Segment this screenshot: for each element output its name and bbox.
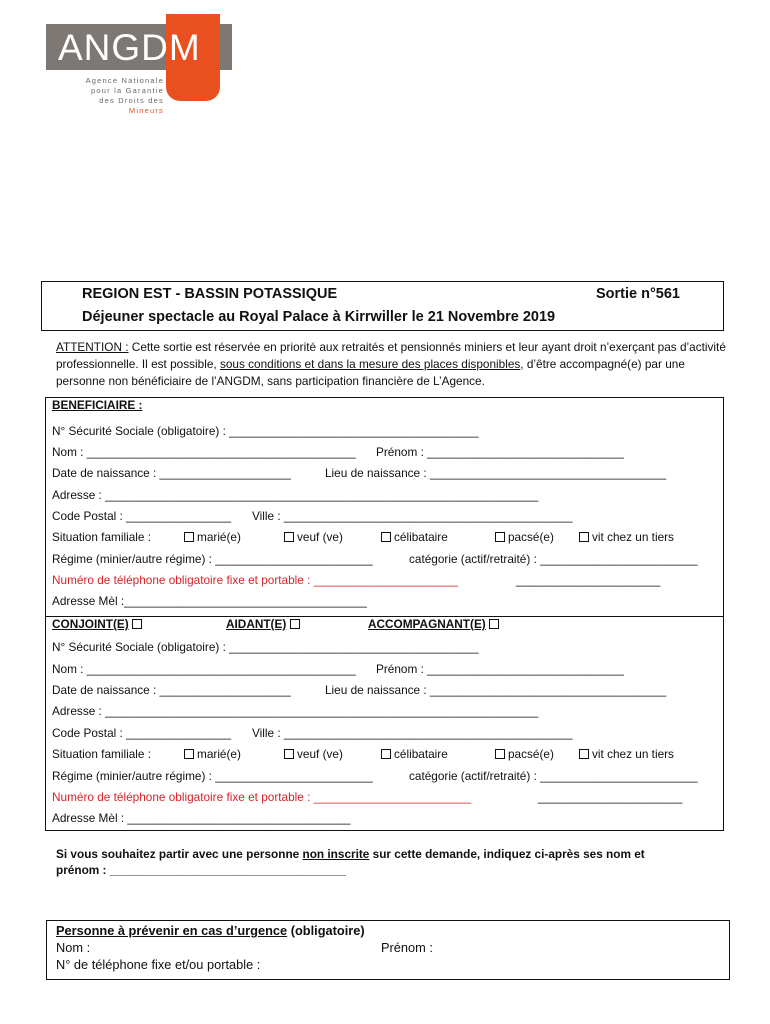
benef-cp-field[interactable]: Code Postal : ________________ xyxy=(52,509,232,523)
urgence-title: Personne à prévenir en cas d’urgence (obligatoire) xyxy=(56,923,365,938)
acc-regime-field[interactable]: Régime (minier/autre régime) : ________________________ xyxy=(52,769,373,783)
benef-naissance-field[interactable]: Date de naissance : ____________________ xyxy=(52,466,291,480)
acc-lieu-field[interactable]: Lieu de naissance : ____________________________________ xyxy=(325,683,667,697)
acc-tel2-field[interactable]: ______________________ xyxy=(538,790,683,804)
acc-veuf-checkbox[interactable]: veuf (ve) xyxy=(284,747,343,761)
benef-prenom-field[interactable]: Prénom : ______________________________ xyxy=(376,445,624,459)
benef-tel-field[interactable]: Numéro de téléphone obligatoire fixe et portable : ______________________ xyxy=(52,573,459,587)
acc-celib-checkbox[interactable]: célibataire xyxy=(381,747,448,761)
benef-tiers-checkbox[interactable]: vit chez un tiers xyxy=(579,530,674,544)
benef-categorie-field[interactable]: catégorie (actif/retraité) : ________________________ xyxy=(409,552,698,566)
urgence-prenom-field[interactable]: Prénom : xyxy=(381,940,433,955)
checkbox-icon xyxy=(495,532,505,542)
acc-mel-field[interactable]: Adresse Mèl : __________________________________ xyxy=(52,811,351,825)
checkbox-icon xyxy=(579,749,589,759)
benef-veuf-checkbox[interactable]: veuf (ve) xyxy=(284,530,343,544)
acc-tiers-checkbox[interactable]: vit chez un tiers xyxy=(579,747,674,761)
beneficiaire-title: BENEFICIAIRE : xyxy=(52,398,143,412)
benef-marie-checkbox[interactable]: marié(e) xyxy=(184,530,241,544)
checkbox-icon xyxy=(184,532,194,542)
sortie-number: Sortie n°561 xyxy=(596,286,680,302)
acc-categorie-field[interactable]: catégorie (actif/retraité) : ________________________ xyxy=(409,769,698,783)
acc-ville-field[interactable]: Ville : ____________________________________________ xyxy=(252,726,573,740)
event-title: Déjeuner spectacle au Royal Palace à Kirrwiller le 21 Novembre 2019 xyxy=(82,309,556,325)
benef-tel2-field[interactable]: ______________________ xyxy=(516,573,661,587)
aidant-checkbox[interactable]: AIDANT(E) xyxy=(226,617,303,631)
benef-mel-field[interactable]: Adresse Mèl :_____________________________________ xyxy=(52,594,367,608)
acc-naissance-field[interactable]: Date de naissance : ____________________ xyxy=(52,683,291,697)
urgence-tel-field[interactable]: N° de téléphone fixe et/ou portable : xyxy=(56,957,261,972)
benef-pacse-checkbox[interactable]: pacsé(e) xyxy=(495,530,554,544)
checkbox-icon xyxy=(290,619,300,629)
checkbox-icon xyxy=(284,532,294,542)
benef-adresse-field[interactable]: Adresse : __________________________________________________________________ xyxy=(52,488,539,502)
acc-prenom-field[interactable]: Prénom : ______________________________ xyxy=(376,662,624,676)
acc-nom-field[interactable]: Nom : _________________________________________ xyxy=(52,662,356,676)
acc-marie-checkbox[interactable]: marié(e) xyxy=(184,747,241,761)
logo-tagline: Agence Nationale pour la Garantie des Droits des Mineurs xyxy=(85,76,164,115)
non-inscrite-prenom-field[interactable]: prénom : ____________________________________ xyxy=(56,863,346,877)
checkbox-icon xyxy=(489,619,499,629)
benef-regime-field[interactable]: Régime (minier/autre régime) : ________________________ xyxy=(52,552,373,566)
non-inscrite-note: Si vous souhaitez partir avec une personne non inscrite sur cette demande, indiquez ci-après ses nom et prénom : ____________________________________ xyxy=(56,846,736,878)
acc-situation-label: Situation familiale : xyxy=(52,747,152,761)
benef-lieu-field[interactable]: Lieu de naissance : ____________________________________ xyxy=(325,466,667,480)
conjoint-checkbox[interactable]: CONJOINT(E) xyxy=(52,617,145,631)
acc-tel-field[interactable]: Numéro de téléphone obligatoire fixe et portable : ________________________ xyxy=(52,790,472,804)
checkbox-icon xyxy=(579,532,589,542)
urgence-nom-field[interactable]: Nom : xyxy=(56,940,91,955)
accompagnant-checkbox[interactable]: ACCOMPAGNANT(E) xyxy=(368,617,502,631)
benef-celib-checkbox[interactable]: célibataire xyxy=(381,530,448,544)
checkbox-icon xyxy=(495,749,505,759)
benef-situation-label: Situation familiale : xyxy=(52,530,152,544)
checkbox-icon xyxy=(284,749,294,759)
form-box xyxy=(45,397,724,831)
checkbox-icon xyxy=(381,532,391,542)
benef-ville-field[interactable]: Ville : ____________________________________________ xyxy=(252,509,573,523)
acc-adresse-field[interactable]: Adresse : __________________________________________________________________ xyxy=(52,704,539,718)
acc-pacse-checkbox[interactable]: pacsé(e) xyxy=(495,747,554,761)
logo-text: ANGDM xyxy=(58,27,201,68)
checkbox-icon xyxy=(381,749,391,759)
attention-text: ATTENTION : Cette sortie est réservée en priorité aux retraités et pensionnés miniers et leur ayant droit n’exerçant pas d’activité professionnelle. Il est possible, sous conditions et dans la mesure des places disponibles, d’être accompagné(e) par une personne non bénéficiaire de l’ANGDM, sans participation financière de L’Agence. xyxy=(56,340,726,388)
benef-nom-field[interactable]: Nom : _________________________________________ xyxy=(52,445,356,459)
acc-cp-field[interactable]: Code Postal : ________________ xyxy=(52,726,232,740)
acc-secu-field[interactable]: N° Sécurité Sociale (obligatoire) : ______________________________________ xyxy=(52,640,479,654)
region-title: REGION EST - BASSIN POTASSIQUE xyxy=(82,286,338,302)
benef-secu-field[interactable]: N° Sécurité Sociale (obligatoire) : ______________________________________ xyxy=(52,424,479,438)
checkbox-icon xyxy=(132,619,142,629)
checkbox-icon xyxy=(184,749,194,759)
